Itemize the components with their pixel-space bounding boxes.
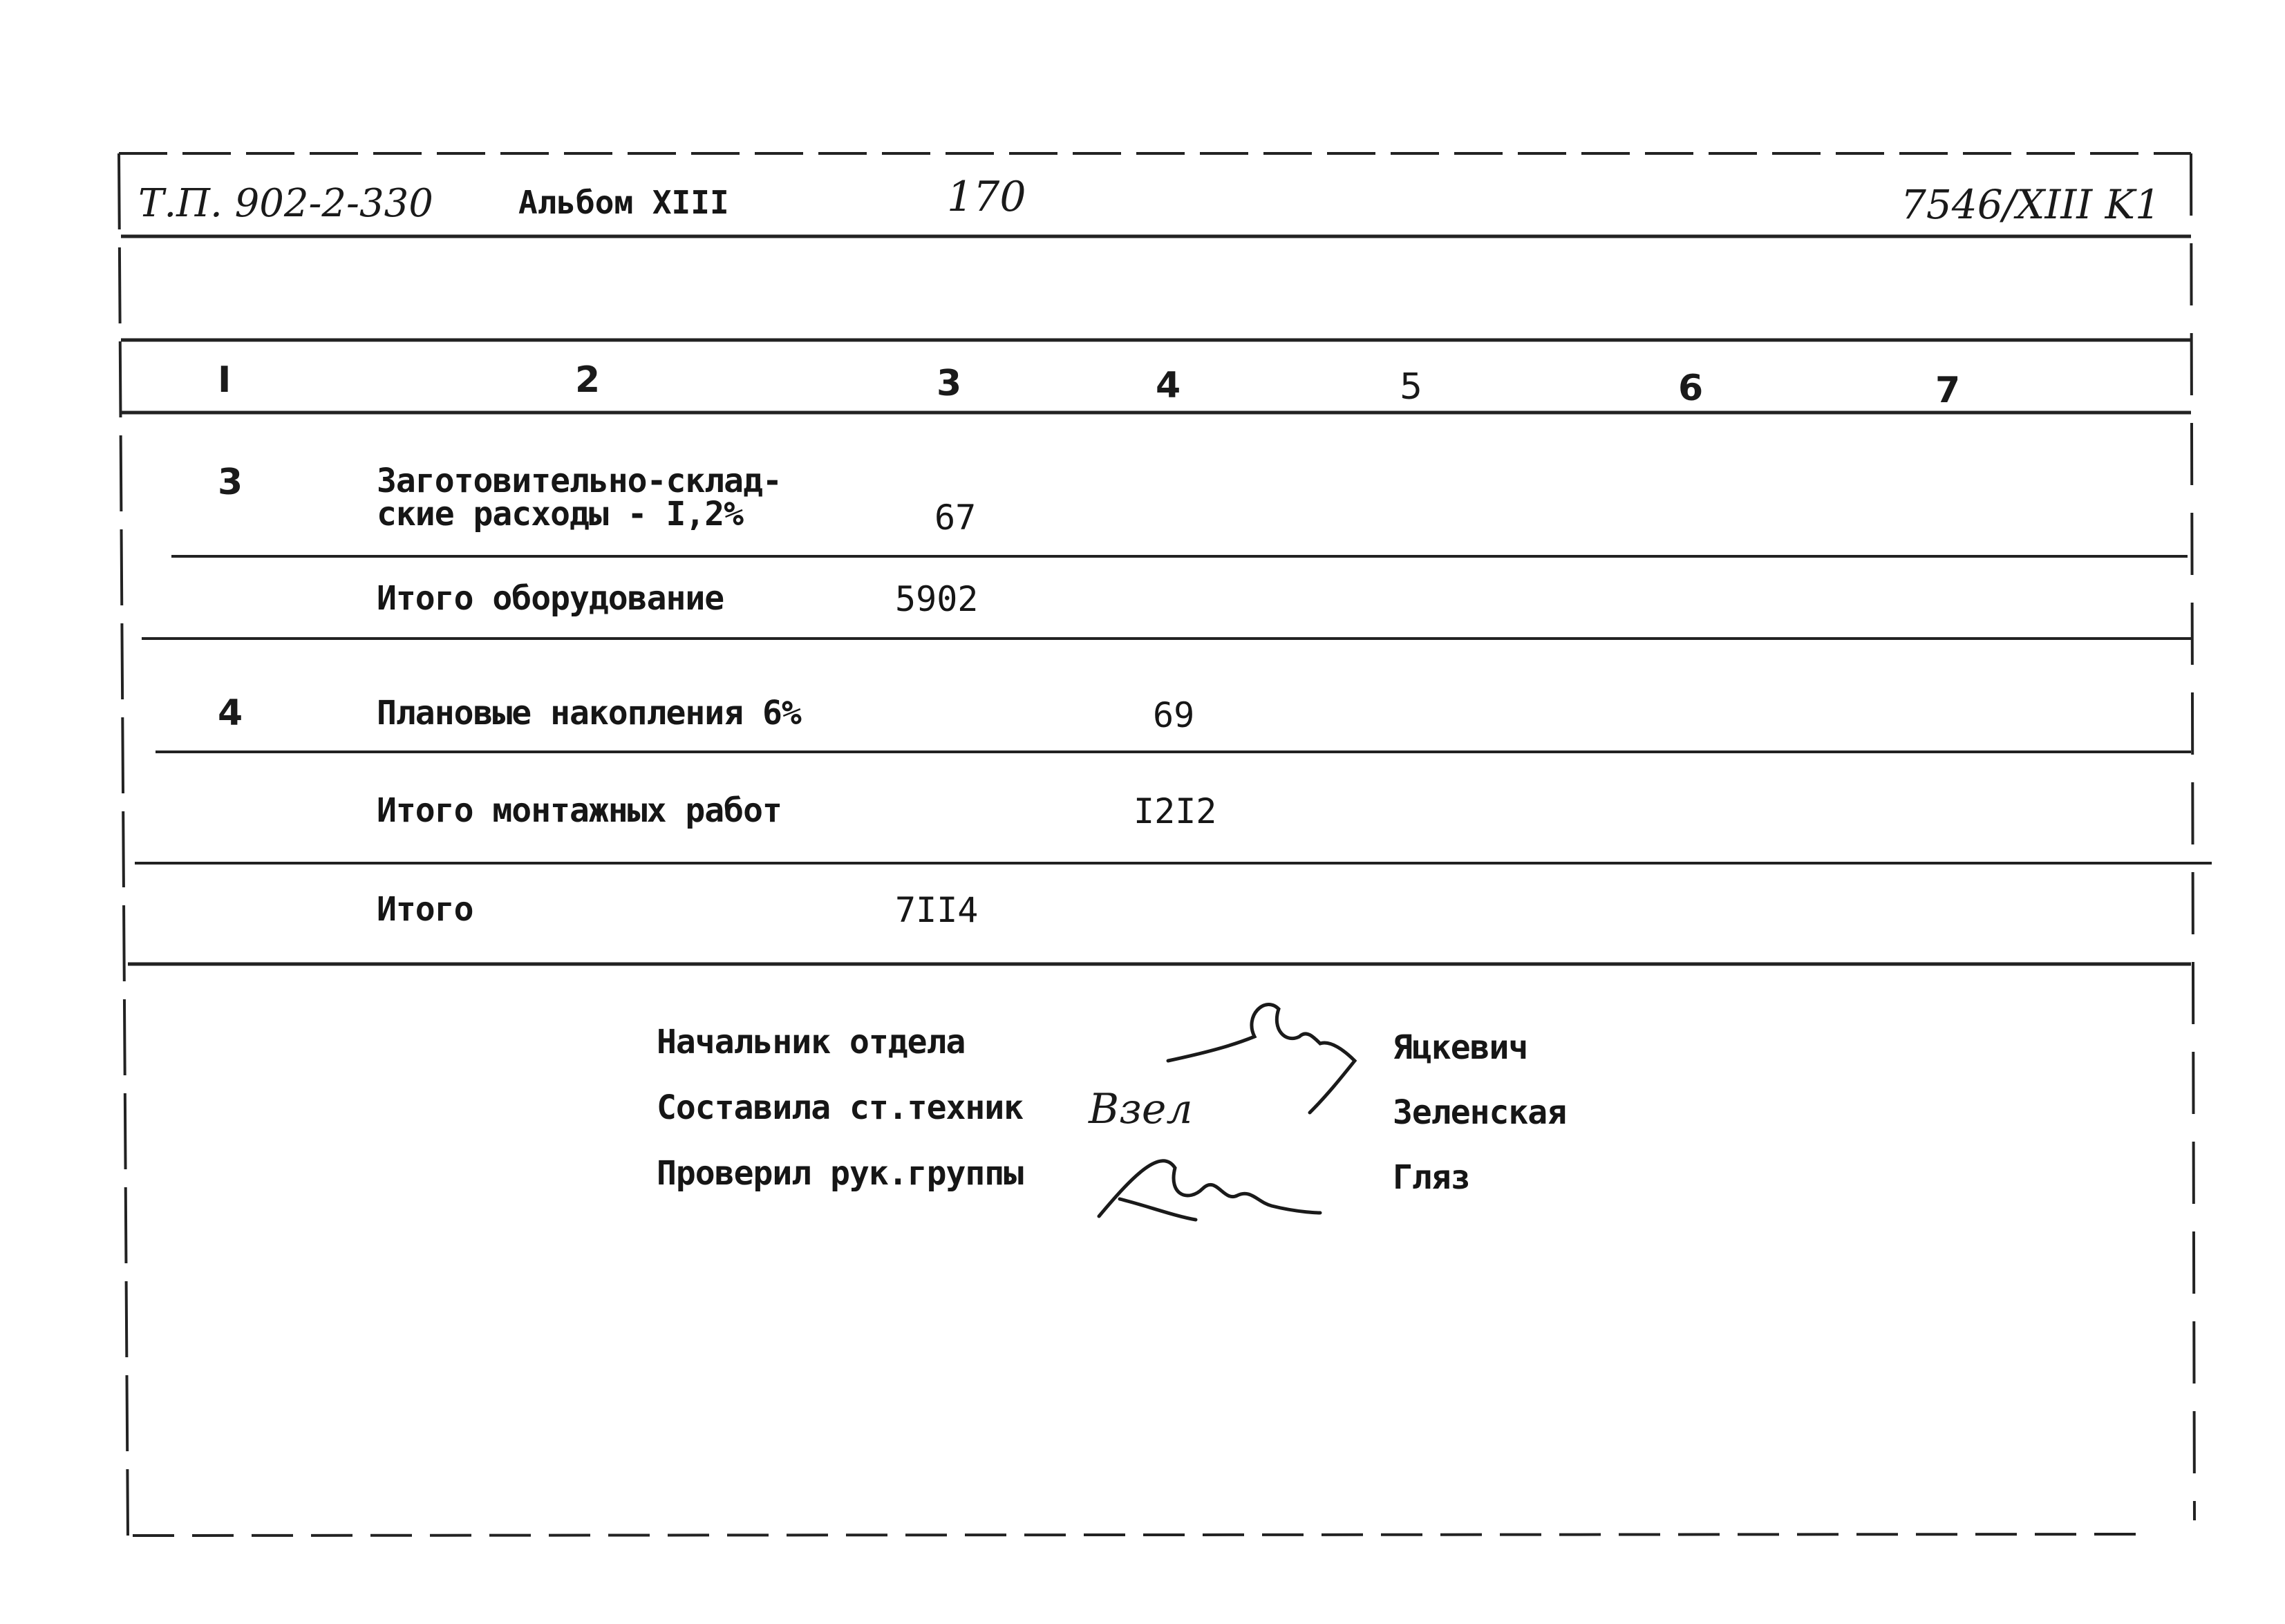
row-name-line1: Заготовительно-склад- — [377, 462, 782, 500]
row-name: Итого монтажных работ — [377, 791, 782, 830]
signature-role: Начальник отдела — [657, 1023, 966, 1061]
signature-role: Проверил рук.группы — [657, 1154, 1024, 1193]
signatory-name: Зеленская — [1393, 1093, 1567, 1132]
column-header-4: 4 — [1156, 365, 1181, 406]
row-name-line2: ские расходы - I,2% — [377, 495, 744, 534]
row-col4-value: 69 — [1153, 695, 1195, 735]
page-number: 170 — [947, 173, 1026, 221]
column-header-1: I — [218, 359, 232, 401]
album-label: Альбом XIII — [518, 184, 729, 221]
column-header-5: 5 — [1400, 366, 1423, 408]
project-code: Т.П. 902-2-330 — [138, 181, 433, 226]
row-name: Итого оборудование — [377, 579, 724, 618]
column-header-7: 7 — [1935, 370, 1961, 411]
row-number: 4 — [218, 692, 243, 734]
row-col3-value: 5902 — [895, 579, 979, 619]
signature-role: Составила ст.техник — [657, 1088, 1024, 1127]
archive-code: 7546/XIII K1 — [1901, 181, 2161, 228]
row-col4-value: I2I2 — [1134, 791, 1217, 831]
row-col3-value: 67 — [934, 498, 977, 538]
signatory-name: Гляз — [1393, 1158, 1470, 1197]
row-name: Итого — [377, 890, 473, 929]
row-name: Плановые накопления 6% — [377, 694, 801, 733]
column-header-6: 6 — [1678, 368, 1704, 409]
handwritten-signature: Взел — [1089, 1085, 1193, 1133]
column-header-3: 3 — [937, 363, 962, 404]
row-col3-value: 7II4 — [895, 890, 979, 930]
signatory-name: Яцкевич — [1393, 1028, 1528, 1067]
row-number: 3 — [218, 462, 243, 503]
column-header-2: 2 — [575, 359, 601, 401]
